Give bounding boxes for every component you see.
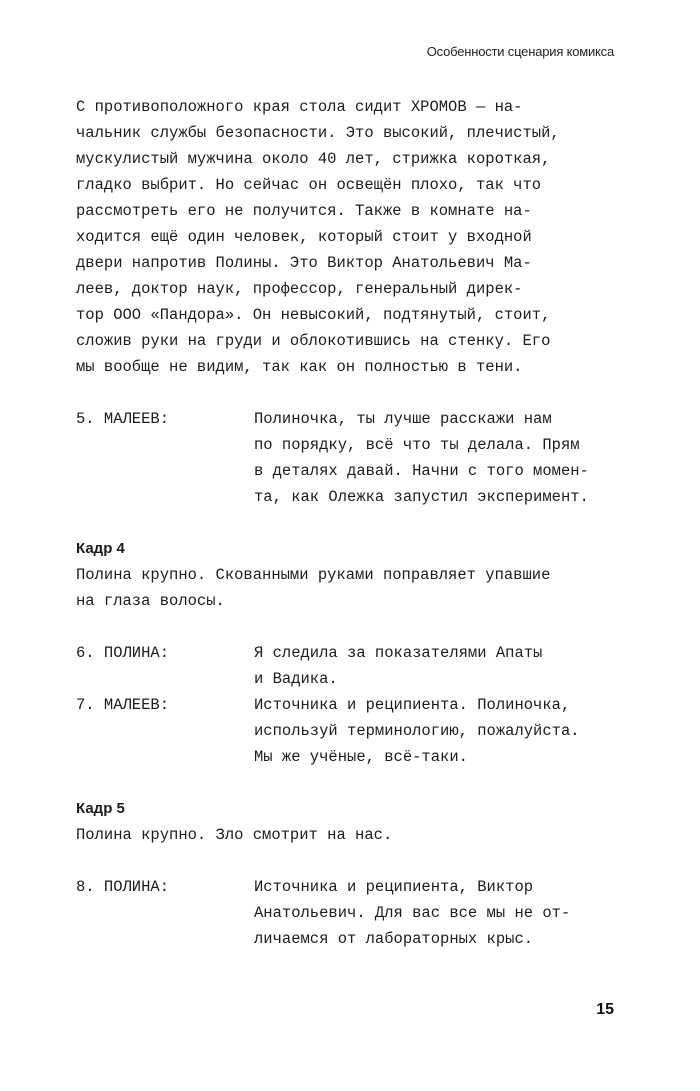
speech-text xyxy=(254,874,570,952)
speech-text xyxy=(254,692,580,770)
speech-line: Источника и реципиента. Полиночка, xyxy=(254,696,571,714)
text-line: рассмотреть его не получится. Также в комнате на- xyxy=(76,202,532,220)
text-line: С противоположного края стола сидит ХРОМОВ — на- xyxy=(76,98,523,116)
dialogue-7 xyxy=(76,692,636,770)
text-line: тор ООО «Пандора». Он невысокий, подтянутый, стоит, xyxy=(76,306,551,324)
speech-line: личаемся от лабораторных крыс. xyxy=(254,930,534,948)
text-line: Полина крупно. Зло смотрит на нас. xyxy=(76,826,393,844)
frame-4-title: Кадр 4 xyxy=(76,540,125,557)
speech-line: используй терминологию, пожалуйста. xyxy=(254,722,580,740)
page-number: 15 xyxy=(596,1001,614,1018)
frame-4-description xyxy=(76,562,636,614)
dialogue-6 xyxy=(76,640,636,692)
speech-text xyxy=(254,640,542,692)
speaker-label: 8. ПОЛИНА: xyxy=(76,878,170,896)
running-header: Особенности сценария комикса xyxy=(426,44,614,59)
speech-line: Я следила за показателями Апаты xyxy=(254,644,543,662)
text-line: сложив руки на груди и облокотившись на стенку. Его xyxy=(76,332,551,350)
speech-line: в деталях давай. Начни с того момен- xyxy=(254,462,589,480)
text-line: Полина крупно. Скованными руками поправляет упавшие xyxy=(76,566,551,584)
speech-line: Анатольевич. Для вас все мы не от- xyxy=(254,904,571,922)
text-line: на глаза волосы. xyxy=(76,592,225,610)
speech-line: Источника и реципиента, Виктор xyxy=(254,878,534,896)
text-line: мускулистый мужчина около 40 лет, стрижка короткая, xyxy=(76,150,551,168)
speaker-label: 5. МАЛЕЕВ: xyxy=(76,410,170,428)
text-line: гладко выбрит. Но сейчас он освещён плохо, так что xyxy=(76,176,542,194)
speaker-label: 6. ПОЛИНА: xyxy=(76,644,170,662)
speech-text xyxy=(254,406,589,510)
frame-5-title: Кадр 5 xyxy=(76,800,125,817)
speech-line: Мы же учёные, всё-таки. xyxy=(254,748,468,766)
speech-line: Полиночка, ты лучше расскажи нам xyxy=(254,410,552,428)
page-content xyxy=(76,94,636,952)
text-line: ходится ещё один человек, который стоит у входной xyxy=(76,228,532,246)
dialogue-5 xyxy=(76,406,636,510)
intro-paragraph xyxy=(76,94,636,380)
speaker-label: 7. МАЛЕЕВ: xyxy=(76,696,170,714)
dialogue-8 xyxy=(76,874,636,952)
text-line: двери напротив Полины. Это Виктор Анатольевич Ма- xyxy=(76,254,532,272)
text-line: мы вообще не видим, так как он полностью в тени. xyxy=(76,358,523,376)
text-line: чальник службы безопасности. Это высокий, плечистый, xyxy=(76,124,560,142)
speech-line: и Вадика. xyxy=(254,670,338,688)
speech-line: та, как Олежка запустил эксперимент. xyxy=(254,488,589,506)
frame-5-description xyxy=(76,822,636,848)
speech-line: по порядку, всё что ты делала. Прям xyxy=(254,436,580,454)
text-line: леев, доктор наук, профессор, генеральный дирек- xyxy=(76,280,523,298)
